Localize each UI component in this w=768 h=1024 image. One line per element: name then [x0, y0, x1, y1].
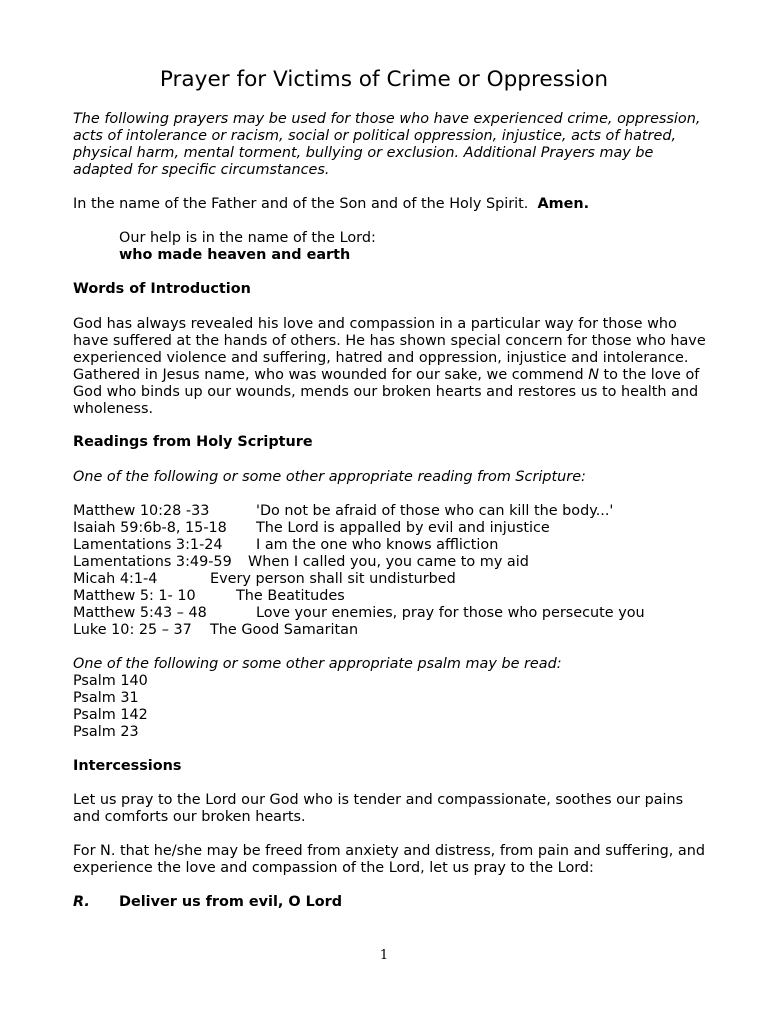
reading-item	[73, 622, 358, 639]
reading-desc: The Lord is appalled by evil and injustice	[256, 520, 550, 536]
reading-ref: Micah 4:1-4	[73, 571, 158, 587]
reading-item	[73, 605, 645, 622]
invocation-response: Amen.	[537, 196, 590, 212]
intercessions-heading: Intercessions	[73, 758, 182, 774]
page-title: Prayer for Victims of Crime or Oppression	[159, 67, 609, 92]
reading-ref: Matthew 10:28 -33	[73, 503, 210, 519]
readings-instruction: One of the following or some other appropriate reading from Scripture:	[73, 469, 586, 485]
psalm-item: Psalm 142	[73, 707, 148, 723]
response-marker: R.	[73, 894, 90, 910]
reading-ref: Lamentations 3:49-59	[73, 554, 232, 570]
introduction-text-after: to the love of God who binds up our wounds, mends our broken hearts and restores us to health and wholeness.	[73, 367, 700, 417]
introduction-heading: Words of Introduction	[73, 281, 251, 297]
introduction-paragraph	[73, 316, 713, 418]
reading-ref: Luke 10: 25 – 37	[73, 622, 192, 638]
introduction-text-before: God has always revealed his love and compassion in a particular way for those who have suffered at the hands of others. He has shown special concern for those who have experienced violence and suffering, hatred and oppression, injustice and intolerance. Gathered in Jesus name, who was wounded for our sake, we commend	[73, 316, 706, 383]
reading-desc: 'Do not be afraid of those who can kill the body...'	[256, 503, 614, 519]
reading-ref: Matthew 5:43 – 48	[73, 605, 207, 621]
page-number: 1	[379, 948, 389, 963]
psalm-item: Psalm 140	[73, 673, 148, 689]
intercessions-petition: For N. that he/she may be freed from anxiety and distress, from pain and suffering, and experience the love and compassion of the Lord, let us pray to the Lord:	[73, 843, 705, 876]
reading-item	[73, 537, 498, 554]
intercessions-opening: Let us pray to the Lord our God who is tender and compassionate, soothes our pains and comforts our broken hearts.	[73, 792, 684, 825]
psalms-instruction: One of the following or some other appropriate psalm may be read:	[73, 656, 562, 672]
reading-ref: Matthew 5: 1- 10	[73, 588, 196, 604]
reading-desc: I am the one who knows affliction	[256, 537, 499, 553]
reading-item	[73, 503, 613, 520]
reading-desc: Love your enemies, pray for those who persecute you	[256, 605, 645, 621]
versicle-line: Our help is in the name of the Lord:	[119, 230, 376, 246]
reading-desc: When I called you, you came to my aid	[248, 554, 529, 570]
reading-ref: Lamentations 3:1-24	[73, 537, 223, 553]
psalm-item: Psalm 31	[73, 690, 139, 706]
invocation-text: In the name of the Father and of the Son and of the Holy Spirit.	[73, 196, 529, 212]
psalm-item: Psalm 23	[73, 724, 139, 740]
response-text: Deliver us from evil, O Lord	[119, 894, 343, 910]
reading-item	[73, 554, 529, 571]
reading-ref: Isaiah 59:6b-8, 15-18	[73, 520, 227, 536]
reading-item	[73, 571, 456, 588]
reading-desc: Every person shall sit undisturbed	[210, 571, 456, 587]
invocation	[73, 196, 589, 213]
readings-heading: Readings from Holy Scripture	[73, 434, 313, 450]
intro-paragraph: The following prayers may be used for those who have experienced crime, oppression, acts of intolerance or racism, social or political oppression, injustice, acts of hatred, physical harm, mental torment, bullying or exclusion. Additional Prayers may be adapted for specific circumstances.	[73, 111, 701, 178]
reading-desc: The Good Samaritan	[210, 622, 359, 638]
versicle-response: who made heaven and earth	[119, 247, 351, 263]
reading-desc: The Beatitudes	[236, 588, 345, 604]
reading-item	[73, 588, 345, 605]
name-placeholder: N	[588, 367, 599, 383]
reading-item	[73, 520, 550, 537]
